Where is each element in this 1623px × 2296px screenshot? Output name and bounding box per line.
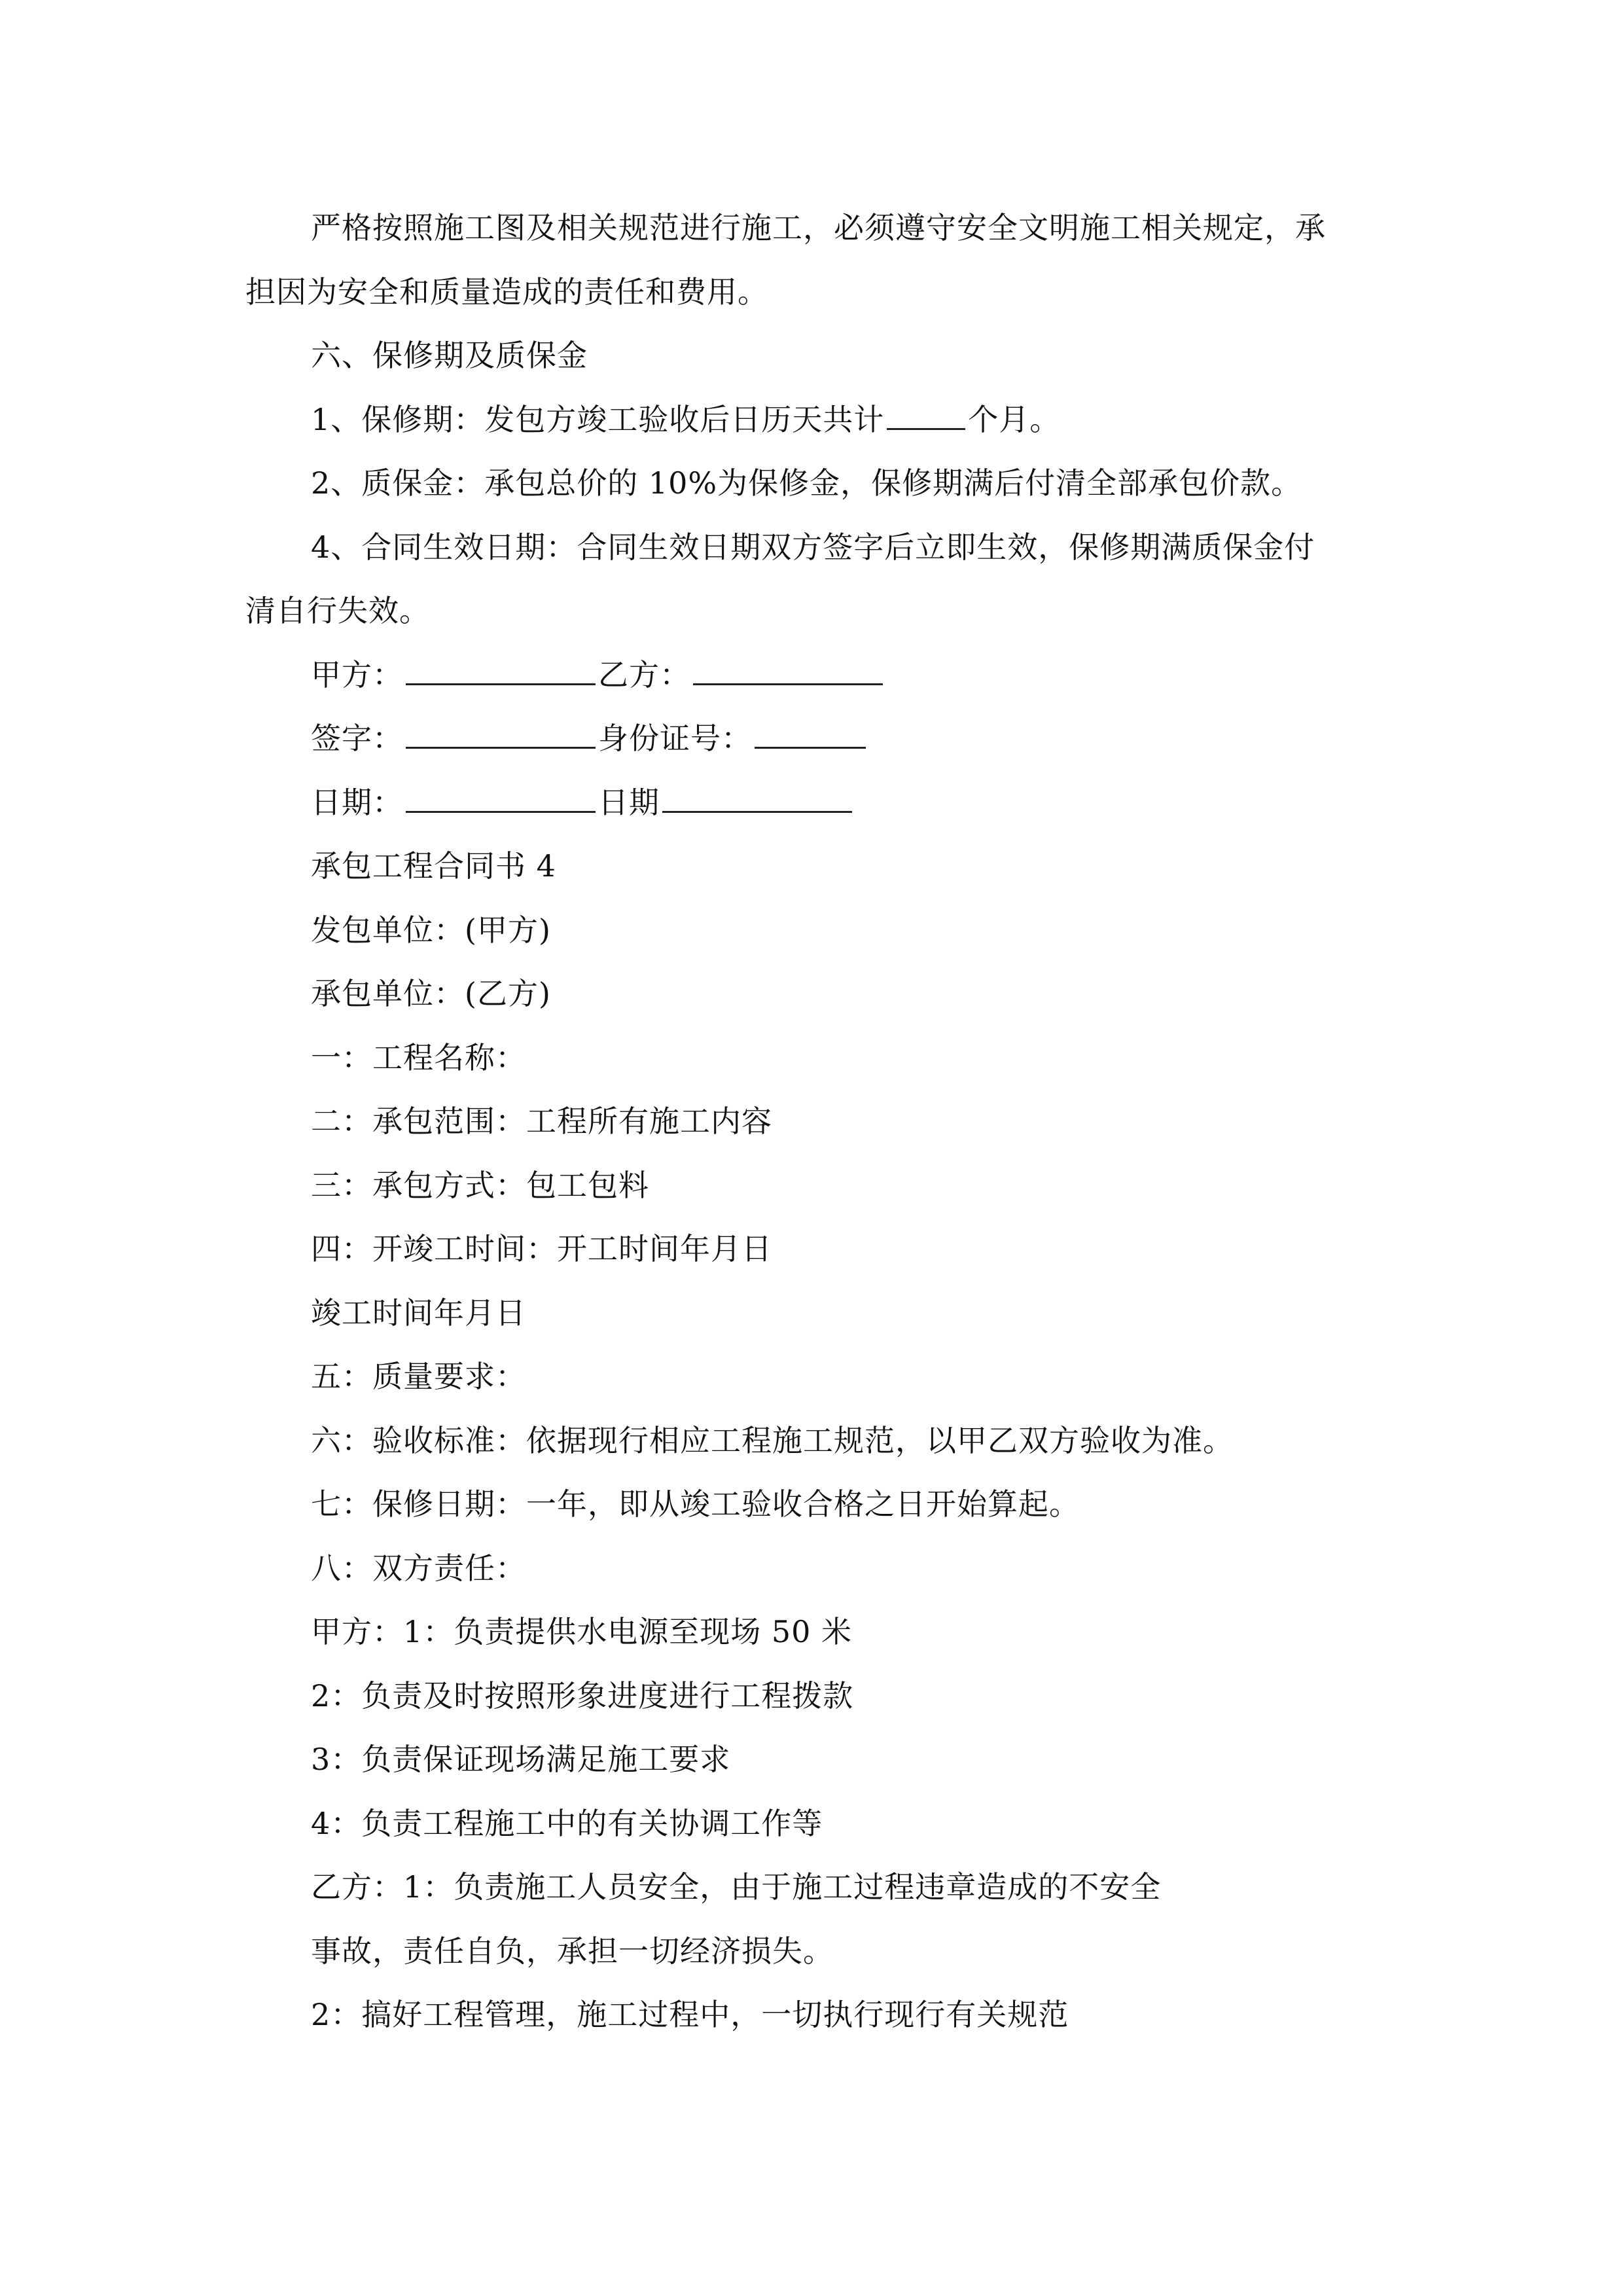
section-title-warranty: 六、保修期及质保金 xyxy=(311,338,588,373)
paragraph-construction-b: 担因为安全和质量造成的责任和费用。 xyxy=(245,274,768,310)
paragraph-warranty-period xyxy=(245,388,1378,452)
party-a-label: 甲方： xyxy=(311,656,403,692)
item-schedule-completion: 竣工时间年月日 xyxy=(311,1295,526,1331)
id-number-label: 身份证号： xyxy=(598,721,752,756)
date-label-b: 日期 xyxy=(598,784,660,820)
paragraph-deposit: 2、质保金：承包总价的 10%为保修金，保修期满后付清全部承包价款。 xyxy=(311,465,1302,501)
warranty-months-blank[interactable] xyxy=(887,403,965,430)
party-b-duty-1-cont: 事故，责任自负，承担一切经济损失。 xyxy=(311,1933,834,1969)
item-scope: 二：承包范围：工程所有施工内容 xyxy=(311,1103,772,1139)
date-label-a: 日期： xyxy=(311,784,403,820)
party-b-blank[interactable] xyxy=(693,658,883,685)
sign-blank[interactable] xyxy=(406,722,596,749)
party-a-blank[interactable] xyxy=(406,658,596,685)
id-number-blank[interactable] xyxy=(755,722,866,749)
paragraph-effective-a: 4、合同生效日期：合同生效日期双方签字后立即生效，保修期满质保金付 xyxy=(311,529,1315,565)
item-method: 三：承包方式：包工包料 xyxy=(311,1167,649,1203)
item-responsibilities: 八：双方责任： xyxy=(311,1550,526,1586)
item-acceptance: 六：验收标准：依据现行相应工程施工规范，以甲乙双方验收为准。 xyxy=(311,1422,1234,1458)
paragraph-effective-b: 清自行失效。 xyxy=(245,593,430,628)
party-a-duty-4: 4：负责工程施工中的有关协调工作等 xyxy=(311,1805,823,1841)
party-a-duty-1: 甲方：1：负责提供水电源至现场 50 米 xyxy=(311,1614,853,1649)
party-a-duty-2: 2：负责及时按照形象进度进行工程拨款 xyxy=(311,1677,854,1713)
warranty-period-text: 1、保修期：发包方竣工验收后日历天共计 xyxy=(311,401,885,437)
sign-label: 签字： xyxy=(311,721,403,756)
party-a-duty-3: 3：负责保证现场满足施工要求 xyxy=(311,1742,731,1777)
signature-sign-row xyxy=(245,707,1378,771)
date-b-blank[interactable] xyxy=(662,786,852,813)
item-quality: 五：质量要求： xyxy=(311,1359,526,1394)
party-b-label: 乙方： xyxy=(598,656,690,692)
party-b-duty-1: 乙方：1：负责施工人员安全，由于施工过程违章造成的不安全 xyxy=(311,1869,1162,1905)
signature-party-row xyxy=(245,643,1378,708)
date-a-blank[interactable] xyxy=(406,786,596,813)
item-project-name: 一：工程名称： xyxy=(311,1039,526,1075)
document-body xyxy=(245,196,1378,2047)
employer-line: 发包单位：(甲方) xyxy=(311,912,551,948)
contractor-line: 承包单位：(乙方) xyxy=(311,976,551,1011)
item-warranty-date: 七：保修日期：一年，即从竣工验收合格之日开始算起。 xyxy=(311,1486,1080,1522)
signature-date-row xyxy=(245,771,1378,835)
contract-title: 承包工程合同书 4 xyxy=(311,848,556,884)
paragraph-construction-a: 严格按照施工图及相关规范进行施工，必须遵守安全文明施工相关规定，承 xyxy=(311,210,1326,245)
party-b-duty-2: 2：搞好工程管理，施工过程中，一切执行现行有关规范 xyxy=(311,1997,1069,2032)
warranty-period-unit: 个月。 xyxy=(968,401,1061,437)
item-schedule: 四：开竣工时间：开工时间年月日 xyxy=(311,1231,772,1266)
